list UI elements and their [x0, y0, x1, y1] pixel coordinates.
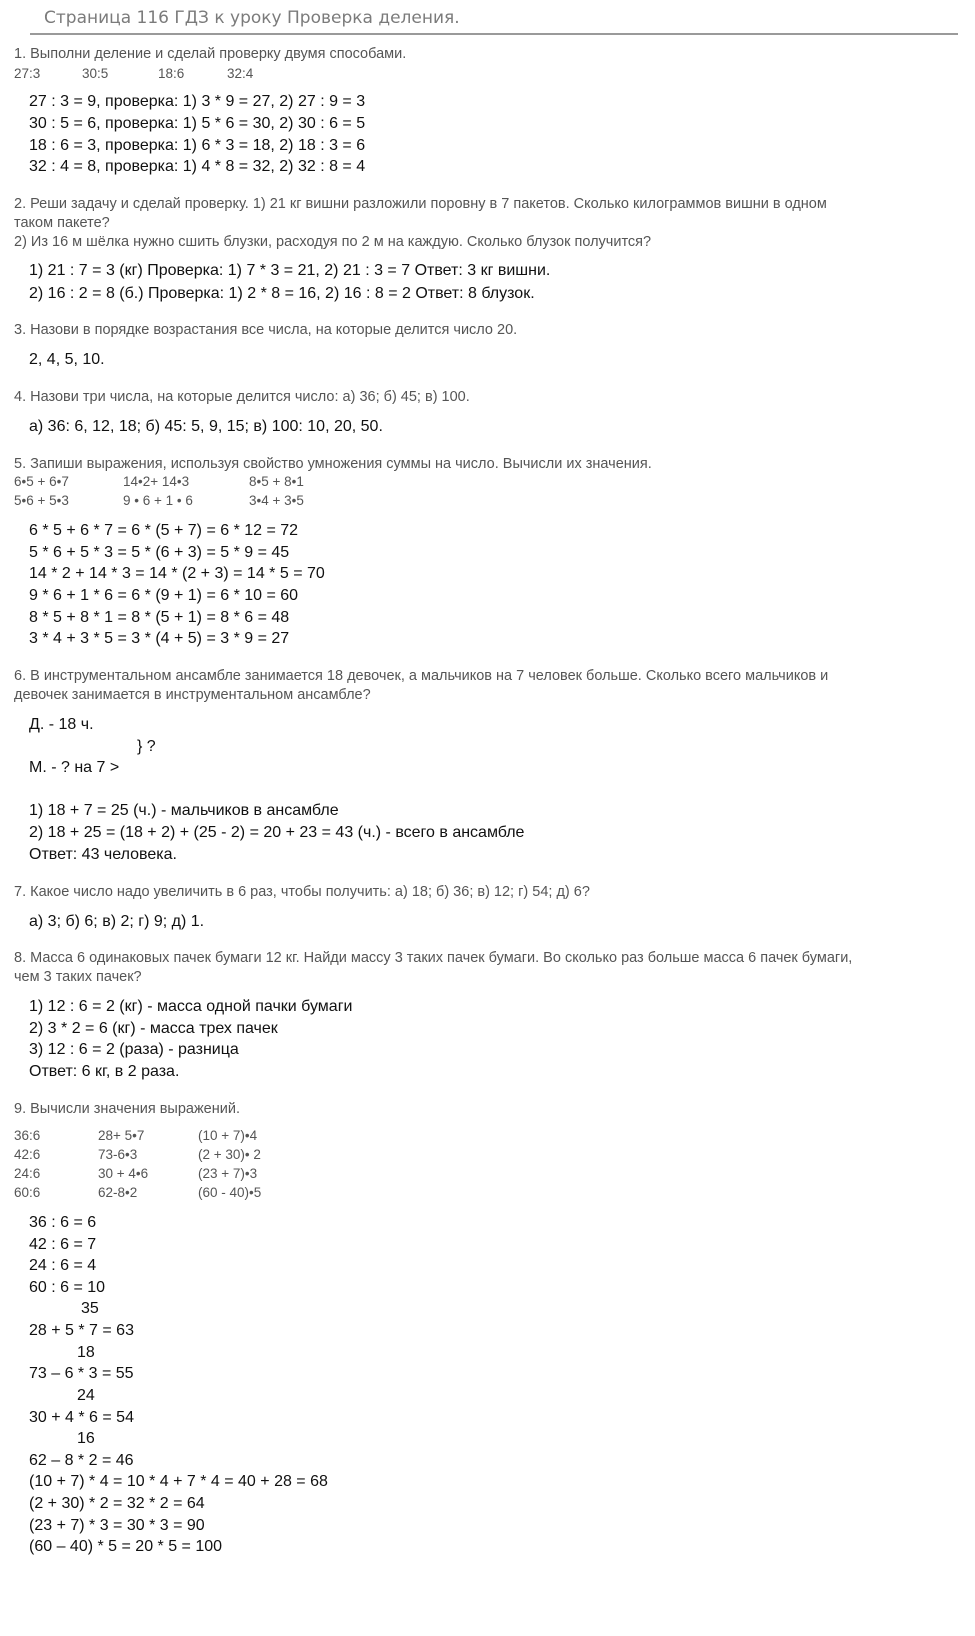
task-9-intermediate: 18 — [77, 1344, 95, 1361]
task-6-answer: 2) 18 + 25 = (18 + 2) + (25 - 2) = 20 + 23 = 43 (ч.) - всего в ансамбле — [29, 824, 525, 841]
page-title: Страница 116 ГДЗ к уроку Проверка деления. — [44, 8, 460, 28]
task-5-exercise: 14•2+ 14•3 — [123, 474, 190, 489]
task-1-exercise: 27:3 — [14, 66, 41, 81]
task-4-question: 4. Назови три числа, на которые делится число: а) 36; б) 45; в) 100. — [14, 389, 470, 405]
task-9-answer: 62 – 8 * 2 = 46 — [29, 1452, 134, 1469]
task-6-answer: Ответ: 43 человека. — [29, 846, 177, 863]
task-9-exercise: 36:6 — [14, 1128, 41, 1143]
task-1-answer: 27 : 3 = 9, проверка: 1) 3 * 9 = 27, 2) 27 : 9 = 3 — [29, 93, 366, 110]
task-9-answer: (10 + 7) * 4 = 10 * 4 + 7 * 4 = 40 + 28 = 68 — [29, 1473, 328, 1490]
task-5-answer: 5 * 6 + 5 * 3 = 5 * (6 + 3) = 5 * 9 = 45 — [29, 544, 290, 561]
task-6-scheme: М. - ? на 7 > — [29, 759, 120, 776]
task-9-exercise: 60:6 — [14, 1185, 41, 1200]
task-9-answer: 42 : 6 = 7 — [29, 1236, 97, 1253]
task-5-answer: 9 * 6 + 1 * 6 = 6 * (9 + 1) = 6 * 10 = 60 — [29, 587, 299, 604]
task-6-scheme: } ? — [137, 738, 156, 755]
task-2-question: 2) Из 16 м шёлка нужно сшить блузки, расходуя по 2 м на каждую. Сколько блузок получится? — [14, 234, 652, 250]
task-8-answer: 3) 12 : 6 = 2 (раза) - разница — [29, 1041, 239, 1058]
task-3-question: 3. Назови в порядке возрастания все числа, на которые делится число 20. — [14, 322, 518, 338]
task-6-question: 6. В инструментальном ансамбле занимается 18 девочек, а мальчиков на 7 человек больше. Сколько всего мальчиков и — [14, 668, 829, 684]
task-4-answer: а) 36: 6, 12, 18; б) 45: 5, 9, 15; в) 100: 10, 20, 50. — [29, 418, 383, 435]
task-9-exercise: (23 + 7)•3 — [198, 1166, 258, 1181]
task-7-answer: а) 3; б) 6; в) 2; г) 9; д) 1. — [29, 913, 205, 930]
task-9-exercise: 73-6•3 — [98, 1147, 138, 1162]
task-5-exercise: 6•5 + 6•7 — [14, 474, 69, 489]
task-1-answer: 32 : 4 = 8, проверка: 1) 4 * 8 = 32, 2) 32 : 8 = 4 — [29, 158, 366, 175]
task-5-exercise: 3•4 + 3•5 — [249, 493, 304, 508]
task-1-answer: 30 : 5 = 6, проверка: 1) 5 * 6 = 30, 2) 30 : 6 = 5 — [29, 115, 366, 132]
task-7-question: 7. Какое число надо увеличить в 6 раз, чтобы получить: а) 18; б) 36; в) 12; г) 54; д) 6? — [14, 884, 590, 900]
title-divider — [30, 33, 958, 35]
task-9-answer: 28 + 5 * 7 = 63 — [29, 1322, 134, 1339]
task-8-answer: Ответ: 6 кг, в 2 раза. — [29, 1063, 180, 1080]
task-9-exercise: (2 + 30)• 2 — [198, 1147, 261, 1162]
task-8-answer: 2) 3 * 2 = 6 (кг) - масса трех пачек — [29, 1020, 278, 1037]
task-1-exercise: 32:4 — [227, 66, 254, 81]
task-6-scheme: Д. - 18 ч. — [29, 716, 94, 733]
task-2-question: 2. Реши задачу и сделай проверку. 1) 21 кг вишни разложили поровну в 7 пакетов. Сколько килограммов вишни в одном — [14, 196, 827, 212]
task-9-exercise: (60 - 40)•5 — [198, 1185, 262, 1200]
task-1-question: 1. Выполни деление и сделай проверку двумя способами. — [14, 46, 407, 62]
task-1-exercise: 18:6 — [158, 66, 185, 81]
task-9-answer: 30 + 4 * 6 = 54 — [29, 1409, 134, 1426]
task-9-intermediate: 24 — [77, 1387, 95, 1404]
task-6-answer: 1) 18 + 7 = 25 (ч.) - мальчиков в ансамбле — [29, 802, 339, 819]
task-9-answer: 60 : 6 = 10 — [29, 1279, 106, 1296]
task-1-exercise: 30:5 — [82, 66, 109, 81]
task-2-answer: 2) 16 : 2 = 8 (б.) Проверка: 1) 2 * 8 = 16, 2) 16 : 8 = 2 Ответ: 8 блузок. — [29, 285, 535, 302]
task-6-question: девочек занимается в инструментальном ансамбле? — [14, 687, 371, 703]
task-8-question: чем 3 таких пачек? — [14, 969, 142, 985]
task-5-exercise: 9 • 6 + 1 • 6 — [123, 493, 193, 508]
task-5-exercise: 8•5 + 8•1 — [249, 474, 304, 489]
task-1-answer: 18 : 6 = 3, проверка: 1) 6 * 3 = 18, 2) 18 : 3 = 6 — [29, 137, 366, 154]
task-9-intermediate: 16 — [77, 1430, 95, 1447]
task-5-question: 5. Запиши выражения, используя свойство умножения суммы на число. Вычисли их значения. — [14, 456, 652, 472]
task-9-exercise: (10 + 7)•4 — [198, 1128, 258, 1143]
task-9-answer: (2 + 30) * 2 = 32 * 2 = 64 — [29, 1495, 205, 1512]
task-5-answer: 3 * 4 + 3 * 5 = 3 * (4 + 5) = 3 * 9 = 27 — [29, 630, 290, 647]
task-9-exercise: 42:6 — [14, 1147, 41, 1162]
task-8-question: 8. Масса 6 одинаковых пачек бумаги 12 кг. Найди массу 3 таких пачек бумаги. Во сколько раз больше масса 6 пачек бумаги, — [14, 950, 853, 966]
task-9-exercise: 30 + 4•6 — [98, 1166, 149, 1181]
task-9-answer: (60 – 40) * 5 = 20 * 5 = 100 — [29, 1538, 223, 1555]
task-9-question: 9. Вычисли значения выражений. — [14, 1101, 240, 1117]
task-5-answer: 6 * 5 + 6 * 7 = 6 * (5 + 7) = 6 * 12 = 72 — [29, 522, 299, 539]
task-9-answer: 36 : 6 = 6 — [29, 1214, 97, 1231]
task-9-answer: (23 + 7) * 3 = 30 * 3 = 90 — [29, 1517, 205, 1534]
task-8-answer: 1) 12 : 6 = 2 (кг) - масса одной пачки бумаги — [29, 998, 353, 1015]
task-2-answer: 1) 21 : 7 = 3 (кг) Проверка: 1) 7 * 3 = 21, 2) 21 : 3 = 7 Ответ: 3 кг вишни. — [29, 262, 551, 279]
task-9-exercise: 24:6 — [14, 1166, 41, 1181]
task-5-answer: 8 * 5 + 8 * 1 = 8 * (5 + 1) = 8 * 6 = 48 — [29, 609, 290, 626]
task-2-question: таком пакете? — [14, 215, 110, 231]
task-3-answer: 2, 4, 5, 10. — [29, 351, 105, 368]
task-5-exercise: 5•6 + 5•3 — [14, 493, 69, 508]
task-9-answer: 73 – 6 * 3 = 55 — [29, 1365, 134, 1382]
task-9-intermediate: 35 — [81, 1300, 99, 1317]
task-5-answer: 14 * 2 + 14 * 3 = 14 * (2 + 3) = 14 * 5 = 70 — [29, 565, 325, 582]
task-9-exercise: 28+ 5•7 — [98, 1128, 145, 1143]
task-9-exercise: 62-8•2 — [98, 1185, 138, 1200]
task-9-answer: 24 : 6 = 4 — [29, 1257, 97, 1274]
